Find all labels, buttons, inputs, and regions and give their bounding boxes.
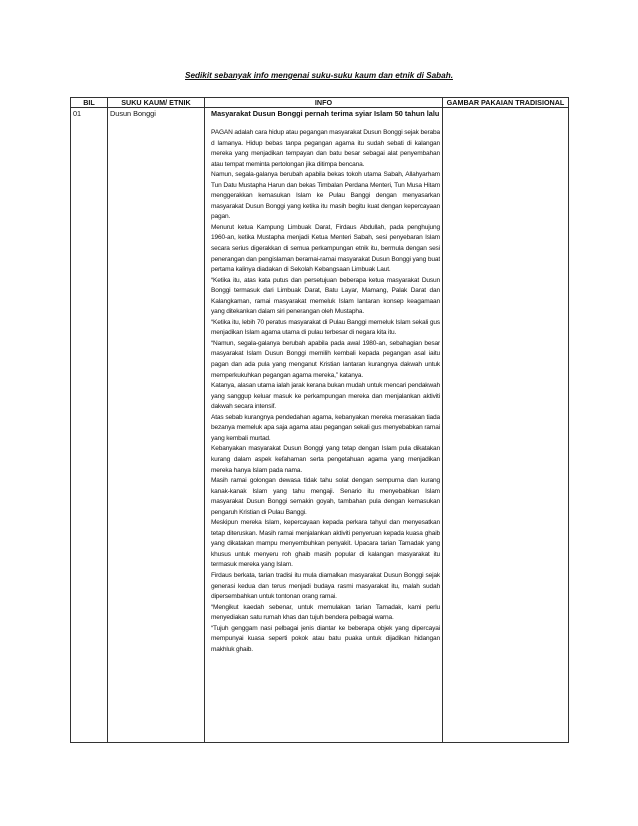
info-paragraph: “Ketika itu, atas kata putus dan persetujuan beberapa ketua masyarakat Dusun Bonggi termasuk dari Limbuak Darat, Batu Layar, Mamang, Palak Darat dan Kalangkaman, ramai masyarakat memeluk Islam lantaran konsep keagamaan yang ditekankan dalam siri penerangan oleh Mustapha. [211, 276, 440, 316]
cell-suku-kaum: Dusun Bonggi [108, 108, 205, 743]
info-paragraph: Kebanyakan masyarakat Dusun Bonggi yang tetap dengan Islam pula dikatakan kurang dalam aspek kefahaman serta pengetahuan agama yang menjadikan mereka hanya Islam pada nama. [211, 445, 440, 474]
info-heading: Masyarakat Dusun Bonggi pernah terima syiar Islam 50 tahun lalu [211, 109, 440, 118]
table-row [71, 108, 569, 743]
ethnic-info-table [70, 97, 569, 743]
info-paragraph: Meskipun mereka Islam, kepercayaan kepada perkara tahyul dan menyesatkan tetap diteruskan. Masih ramai menjalankan aktiviti penyeruan kepada kuasa ghaib yang dikatakan mampu menyembuhkan penyakit. Upacara tarian Tamadak yang khusus untuk menyeru roh ghaib masih popular di kalangan masyarakat itu termasuk mereka yang Islam. [211, 519, 440, 569]
header-info: INFO [205, 98, 443, 108]
cell-gambar [443, 108, 569, 743]
header-bil: BIL [71, 98, 108, 108]
info-paragraph: “Ketika itu, lebih 70 peratus masyarakat di Pulau Banggi memeluk Islam sekali gus menjadikan Islam agama utama di pulau terbesar di negara kita itu. [211, 318, 440, 337]
info-body [211, 128, 440, 742]
header-gambar: GAMBAR PAKAIAN TRADISIONAL [443, 98, 569, 108]
cell-info [205, 108, 443, 743]
info-paragraph: Firdaus berkata, tarian tradisi itu mula diamalkan masyarakat Dusun Bonggi sejak generasi kedua dan terus menjadi budaya rasmi masyarakat itu, malah sudah dipersembahkan untuk tontonan orang ramai. [211, 571, 440, 601]
info-paragraph: Menurut ketua Kampung Limbuak Darat, Firdaus Abdullah, pada penghujung 1960-an, ketika Mustapha menjadi Ketua Menteri Sabah, sesi penyebaran Islam secara serius digerakkan di semua perkampungan etnik itu, bermula dengan sesi penerangan dan pengislaman beramai-ramai masyarakat Dusun Bonggi yang buat pertama kalinya diadakan di Sekolah Kebangsaan Limbuak Laut. [211, 223, 440, 274]
cell-bil: 01 [71, 108, 108, 743]
info-paragraph: “Mengikut kaedah sebenar, untuk memulakan tarian Tamadak, kami perlu menyediakan satu rumah khas dan tujuh bendera pelbagai warna. [211, 603, 440, 622]
info-paragraph: Atas sebab kurangnya pendedahan agama, kebanyakan mereka merasakan tiada bezanya memeluk apa saja agama atau pegangan sekali gus menyebabkan ramai yang kembali murtad. [211, 413, 440, 442]
info-paragraph: Masih ramai golongan dewasa tidak tahu solat dengan sempurna dan kurang kanak-kanak Islam yang tahu mengaji. Senario itu menyebabkan Islam masyarakat Dusun Bonggi semakin goyah, tambahan pula dengan kemasukan pengaruh Kristian di Pulau Banggi. [211, 477, 440, 516]
table-header-row [71, 98, 569, 108]
page-title: Sedikit sebanyak info mengenai suku-suku kaum dan etnik di Sabah. [185, 71, 453, 80]
info-paragraph: “Tujuh genggam nasi pelbagai jenis diantar ke beberapa objek yang dipercayai mempunyai kuasa seperti pokok atau batu puaka untuk dijadikan hidangan makhluk ghaib. [211, 624, 440, 653]
info-paragraph: “Namun, segala-galanya berubah apabila pada awal 1980-an, sebahagian besar masyarakat Islam Dusun Bonggi memilih kembali kepada pegangan asal iaitu pagan dan ada pula yang menganut Kristian lantaran kurangnya dakwah untuk memperkukuhkan pegangan agama mereka,” katanya. [211, 339, 440, 379]
info-paragraph: Katanya, alasan utama ialah jarak kerana bukan mudah untuk mencari pendakwah yang sanggup keluar masuk ke perkampungan mereka dan menjalankan aktiviti dakwah secara intensif. [211, 382, 440, 411]
info-paragraph: PAGAN adalah cara hidup atau pegangan masyarakat Dusun Bonggi sejak beraba d lamanya. Hidup bebas tanpa pegangan agama itu sudah sebati di kalangan mereka yang menjadikan tempayan dan batu besar sebagai alat penyembahan atau tempat meminta pertolongan jika ditimpa bencana. [211, 129, 440, 168]
info-paragraph: Namun, segala-galanya berubah apabila bekas tokoh utama Sabah, Allahyarham Tun Datu Mustapha Harun dan bekas Timbalan Perdana Menteri, Tun Musa Hitam menggerakkan kemasukan Islam ke Pulau Banggi dengan menyasarkan masyarakat Dusun Bonggi yang ketika itu masih begitu kuat dengan kepercayaan pagan. [211, 171, 440, 221]
header-suku-kaum: SUKU KAUM/ ETNIK [108, 98, 205, 108]
